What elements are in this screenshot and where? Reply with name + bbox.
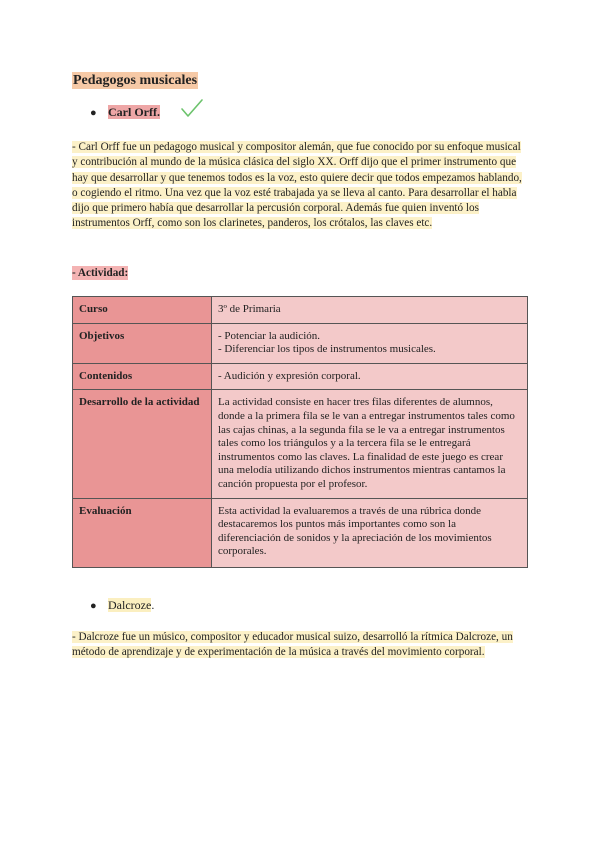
row-value: Esta actividad la evaluaremos a través de una rúbrica donde destacaremos los puntos más importantes como son la diferenciación de sonidos y la apreciación de los movimientos corporales. bbox=[212, 498, 528, 567]
objetivo-line: - Potenciar la audición. bbox=[218, 329, 321, 342]
carl-orff-paragraph bbox=[72, 140, 528, 232]
row-value bbox=[212, 323, 528, 363]
bullet-dalcroze bbox=[90, 598, 154, 614]
table-row bbox=[73, 363, 528, 390]
row-key: Desarrollo de la actividad bbox=[73, 390, 212, 498]
table-row bbox=[73, 498, 528, 567]
actividad-label: - Actividad: bbox=[72, 267, 129, 279]
dalcroze-text: - Dalcroze fue un músico, compositor y educador musical suizo, desarrolló la rítmica Dalcroze, un método de aprendizaje y de experimentación de la música a través del movimiento corporal. bbox=[72, 631, 513, 659]
row-key: Evaluación bbox=[73, 498, 212, 567]
row-key: Objetivos bbox=[73, 323, 212, 363]
table-row bbox=[73, 297, 528, 324]
bullet-carl-orff bbox=[90, 105, 160, 121]
bullet-dot: ● bbox=[90, 107, 97, 119]
page-title: Pedagogos musicales bbox=[73, 73, 198, 88]
row-value: 3º de Primaria bbox=[212, 297, 528, 324]
heading-carl-orff: Carl Orff. bbox=[108, 105, 160, 119]
dalcroze-paragraph bbox=[72, 630, 528, 661]
row-value: La actividad consiste en hacer tres filas diferentes de alumnos, donde a la primera fila se le van a entregar instrumentos tales como las cajas chinas, a la segunda fila se le va a entregar instrumentos tales como los triángulos y a la tercera fila se le entregará instrumentos como las claves. La finalidad de este juego es crear una melodía utilizando dichos instrumentos mientras cantamos la canción propuesta por el profesor. bbox=[212, 390, 528, 498]
row-value: - Audición y expresión corporal. bbox=[212, 363, 528, 390]
carl-orff-text: - Carl Orff fue un pedagogo musical y compositor alemán, que fue conocido por su enfoque musical y contribución al mundo de la música clásica del siglo XX. Orff dijo que el primer instrumento que hay que desarrollar y que tenemos todos es la voz, esto quiere decir que todos empezamos hablando, o cogiendo el ritmo. Una vez que la voz esté trabajada ya se lleva al canto. Para desarrollar el habla dijo que primero había que desarrollar la percusión corporal. Además fue quien inventó los instrumentos Orff, como son los clarinetes, panderos, los crótalos, las claves etc. bbox=[72, 141, 522, 230]
heading-suffix: . bbox=[151, 598, 155, 612]
checkmark-icon bbox=[180, 98, 204, 118]
heading-dalcroze: Dalcroze bbox=[108, 598, 152, 612]
table-row bbox=[73, 323, 528, 363]
objetivo-line: - Diferenciar los tipos de instrumentos musicales. bbox=[218, 343, 436, 356]
table-row bbox=[73, 390, 528, 498]
bullet-dot: ● bbox=[90, 600, 97, 612]
row-key: Contenidos bbox=[73, 363, 212, 390]
activity-table bbox=[72, 296, 528, 568]
row-key: Curso bbox=[73, 297, 212, 324]
